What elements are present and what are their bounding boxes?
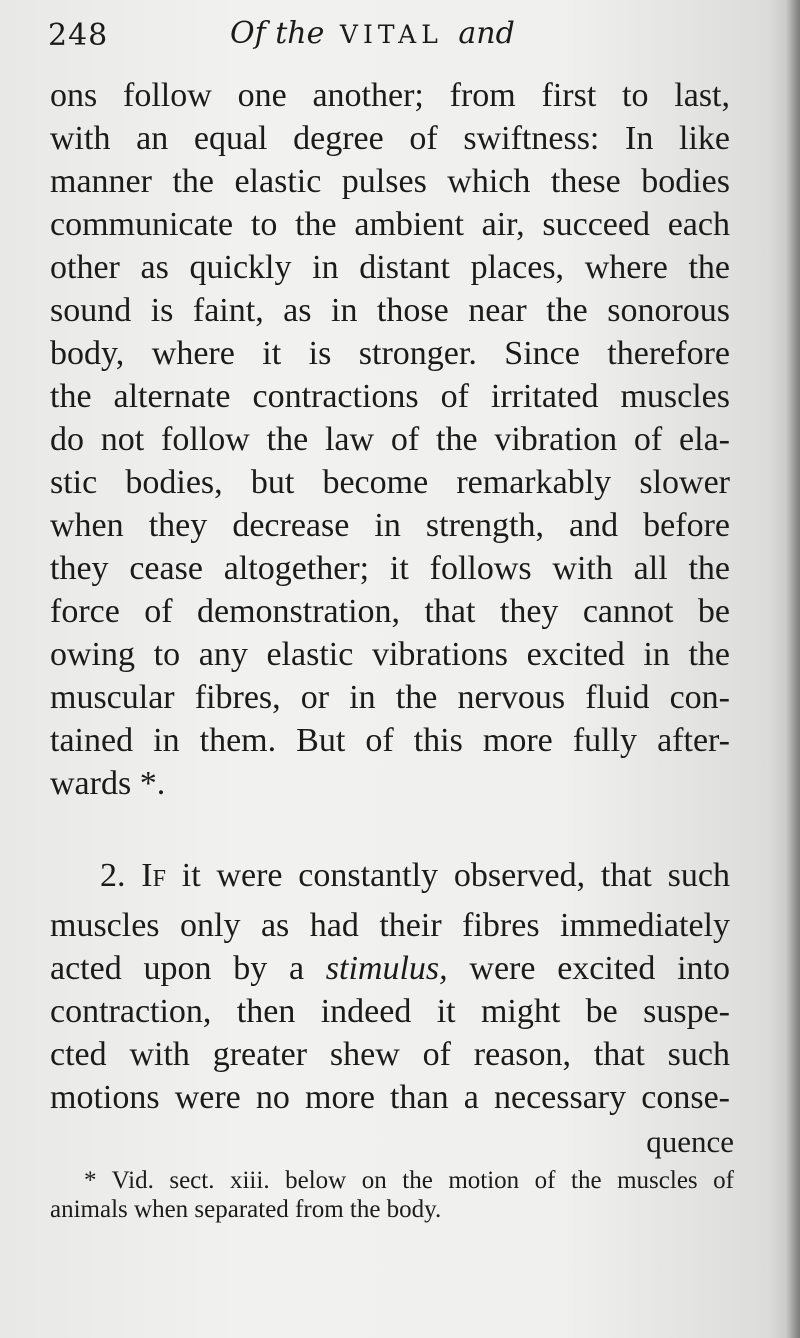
text-line: body, where it is stronger. Since therefore xyxy=(50,335,730,372)
running-head-prefix: Of the xyxy=(230,16,325,51)
text-line: owing to any elastic vibrations excited in the xyxy=(50,636,730,673)
footnote-line: * Vid. sect. xiii. below on the motion of the muscles of xyxy=(84,1167,734,1194)
page-number: 248 xyxy=(48,18,109,53)
text-line: sound is faint, as in those near the sonorous xyxy=(50,292,730,329)
first-word: If xyxy=(141,857,166,894)
text-line: muscles only as had their fibres immediately xyxy=(50,907,730,944)
text-line: they cease altogether; it follows with all the xyxy=(50,550,730,587)
footnote-line: animals when separated from the body. xyxy=(50,1196,442,1223)
text-line: muscular fibres, or in the nervous fluid con- xyxy=(50,679,730,716)
text-line: do not follow the law of the vibration of ela- xyxy=(50,421,730,458)
text-line: when they decrease in strength, and before xyxy=(50,507,730,544)
text-line: communicate to the ambient air, succeed each xyxy=(50,206,730,243)
text-line: the alternate contractions of irritated muscles xyxy=(50,378,730,415)
text-segment: acted upon by a xyxy=(50,950,305,987)
text-line: manner the elastic pulses which these bodies xyxy=(50,163,730,200)
text-line: motions were no more than a necessary conse- xyxy=(50,1079,730,1116)
text-line: ons follow one another; from first to last, xyxy=(50,77,730,114)
text-line xyxy=(50,949,730,989)
running-head-suffix: and xyxy=(458,16,515,51)
italic-term: stimulus, xyxy=(325,950,448,987)
catchword: quence xyxy=(646,1124,734,1159)
text-line: force of demonstration, that they cannot be xyxy=(50,593,730,630)
text-segment: were excited into xyxy=(469,950,731,987)
running-head-title xyxy=(230,16,515,51)
running-head xyxy=(48,14,728,58)
text-line: contraction, then indeed it might be suspe- xyxy=(50,993,730,1030)
text-line: other as quickly in distant places, where the xyxy=(50,249,730,286)
text-line: stic bodies, but become remarkably slower xyxy=(50,464,730,501)
text-line: tained in them. But of this more fully after- xyxy=(50,722,730,759)
first-line-text: it were constantly observed, that such xyxy=(181,857,730,894)
text-line-last: wards *. xyxy=(50,765,166,802)
running-head-caps: VITAL xyxy=(339,20,443,49)
text-line: with an equal degree of swiftness: In like xyxy=(50,120,730,157)
section-number: 2. xyxy=(100,857,126,894)
text-line: cted with greater shew of reason, that such xyxy=(50,1036,730,1073)
paragraph-2-first-line xyxy=(100,856,730,896)
